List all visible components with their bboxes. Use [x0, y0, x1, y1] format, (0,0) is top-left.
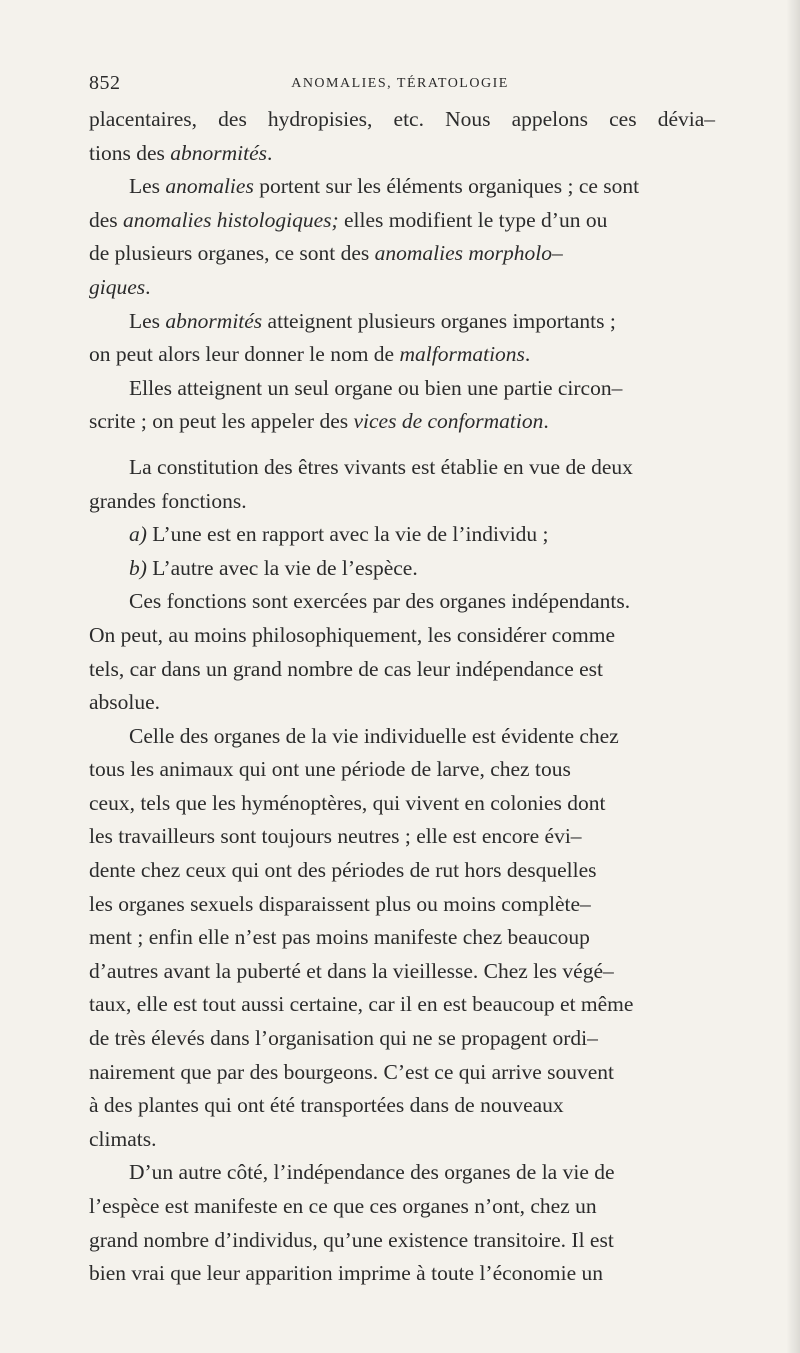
text-line: Les abnormités atteignent plusieurs organes importants ;: [129, 308, 616, 333]
text-line: tels, car dans un grand nombre de cas leur indépendance est: [89, 656, 604, 681]
italic-term: abnormités: [165, 308, 263, 333]
text-line: bien vrai que leur apparition imprime à toute l’économie un: [89, 1261, 604, 1286]
text-line: On peut, au moins philosophiquement, les considérer comme: [89, 622, 616, 647]
text-line: D’un autre côté, l’indépendance des organes de la vie de: [129, 1160, 615, 1185]
text-line: nairement que par des bourgeons. C’est ce qui arrive souvent: [89, 1059, 614, 1084]
text-line: La constitution des êtres vivants est établie en vue de deux: [129, 454, 633, 479]
text-line: placentaires, des hydropisies, etc. Nous appelons ces dévia–: [89, 107, 715, 131]
text-line: les organes sexuels disparaissent plus ou moins complète–: [89, 891, 591, 916]
text-line: ceux, tels que les hyménoptères, qui vivent en colonies dont: [89, 790, 606, 815]
italic-term: giques: [89, 274, 146, 299]
text-line: grandes fonctions.: [89, 488, 247, 513]
text-line: l’espèce est manifeste en ce que ces organes n’ont, chez un: [89, 1194, 597, 1218]
body-text: [89, 103, 715, 1291]
italic-term: anomalies histologiques;: [123, 207, 339, 232]
text-line: d’autres avant la puberté et dans la vieillesse. Chez les végé–: [89, 958, 614, 983]
text-line: tous les animaux qui ont une période de larve, chez tous: [89, 757, 571, 782]
page-edge-shadow: [786, 0, 800, 1353]
page-number: 852: [89, 72, 121, 94]
list-marker: b): [129, 555, 147, 580]
text-line: taux, elle est tout aussi certaine, car il en est beaucoup et même: [89, 992, 634, 1017]
text-line: de plusieurs organes, ce sont des anomalies morpholo–: [89, 241, 563, 266]
italic-term: anomalies morpholo–: [374, 241, 563, 266]
paragraph-gap: [89, 439, 715, 451]
text-line: grand nombre d’individus, qu’une existence transitoire. Il est: [89, 1227, 614, 1252]
text-line: giques.: [89, 274, 151, 299]
page-header: [89, 72, 711, 102]
italic-term: vices de conformation: [353, 409, 544, 434]
text-line: absolue.: [89, 690, 161, 715]
running-head: ANOMALIES, TÉRATOLOGIE: [291, 76, 509, 91]
text-line: ment ; enfin elle n’est pas moins manifeste chez beaucoup: [89, 925, 590, 950]
text-line: Les anomalies portent sur les éléments organiques ; ce sont: [129, 174, 640, 199]
text-line: b) L’autre avec la vie de l’espèce.: [129, 555, 418, 580]
text-line: dente chez ceux qui ont des périodes de rut hors desquelles: [89, 858, 597, 883]
text-line: des anomalies histologiques; elles modifient le type d’un ou: [89, 207, 608, 232]
list-marker: a): [129, 522, 147, 547]
text-line: les travailleurs sont toujours neutres ; elle est encore évi–: [89, 824, 582, 849]
text-line: tions des abnormités.: [89, 140, 273, 165]
text-line: a) L’une est en rapport avec la vie de l’individu ;: [129, 522, 549, 547]
text-line: Ces fonctions sont exercées par des organes indépendants.: [129, 589, 631, 614]
italic-term: malformations: [399, 342, 525, 367]
text-line: à des plantes qui ont été transportées dans de nouveaux: [89, 1093, 564, 1118]
text-line: climats.: [89, 1126, 157, 1151]
italic-term: abnormités: [170, 140, 267, 165]
text-line: on peut alors leur donner le nom de malformations.: [89, 342, 531, 367]
italic-term: anomalies: [165, 174, 254, 199]
text-line: scrite ; on peut les appeler des vices de conformation.: [89, 409, 549, 434]
text-line: de très élevés dans l’organisation qui ne se propagent ordi–: [89, 1026, 598, 1051]
text-line: Celle des organes de la vie individuelle est évidente chez: [129, 723, 619, 748]
text-line: Elles atteignent un seul organe ou bien une partie circon–: [129, 375, 623, 400]
